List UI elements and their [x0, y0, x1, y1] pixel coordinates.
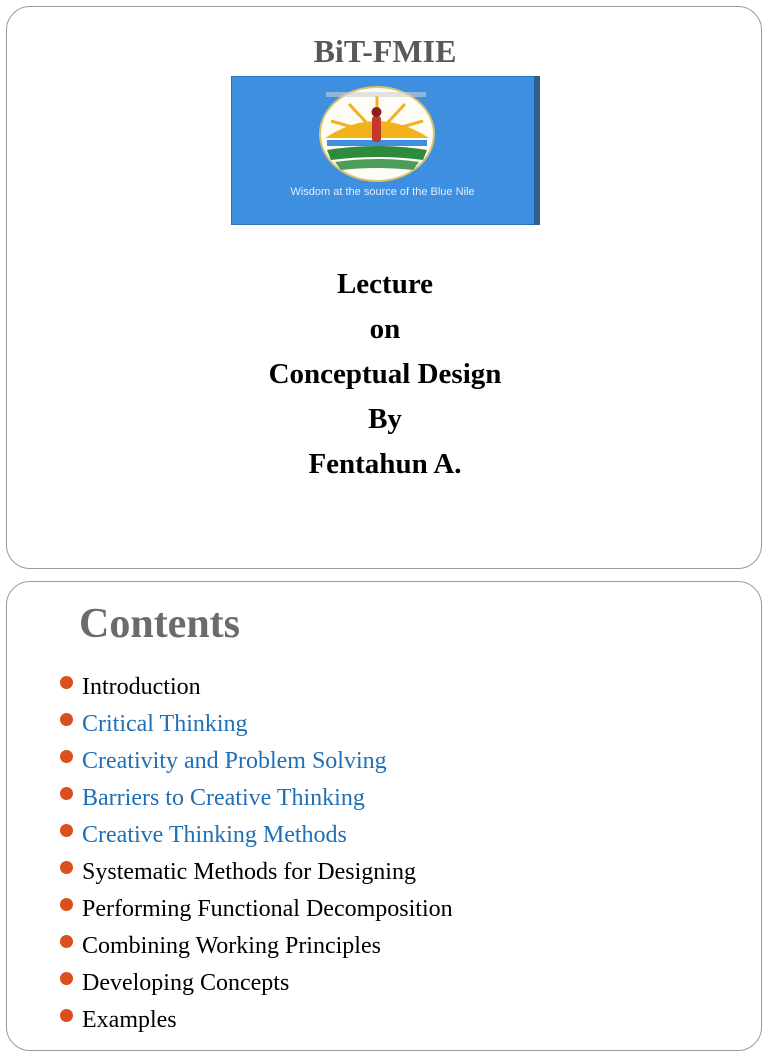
university-logo [231, 76, 540, 225]
bullet-icon [60, 898, 73, 911]
bullet-icon [60, 972, 73, 985]
bullet-icon [60, 935, 73, 948]
bullet-icon [60, 676, 73, 689]
contents-slide: Contents Introduction Critical Thinking Creativity and Problem Solving Barriers to Creative Thinking Creative Thinking Methods Systematic Methods for Designing Performing Functional Decomposition Combining Working Principles Developing Concepts Examples [6, 581, 762, 1051]
bullet-icon [60, 861, 73, 874]
bullet-icon [60, 1009, 73, 1022]
contents-title: Contents [79, 601, 241, 647]
bullet-icon [60, 787, 73, 800]
lecture-line: on [369, 313, 401, 345]
lecture-line: Lecture [336, 268, 434, 300]
logo-motto: Wisdom at the source of the Blue Nile [290, 186, 475, 198]
lecture-line: Conceptual Design [268, 358, 502, 390]
bullet-icon [60, 713, 73, 726]
lecture-line: Fentahun A. [308, 448, 462, 480]
lecture-line: By [368, 403, 402, 435]
bullet-icon [60, 824, 73, 837]
bullet-icon [60, 750, 73, 763]
lecture-heading [7, 262, 763, 487]
org-title: BiT-FMIE [313, 33, 457, 69]
title-slide [6, 6, 762, 569]
